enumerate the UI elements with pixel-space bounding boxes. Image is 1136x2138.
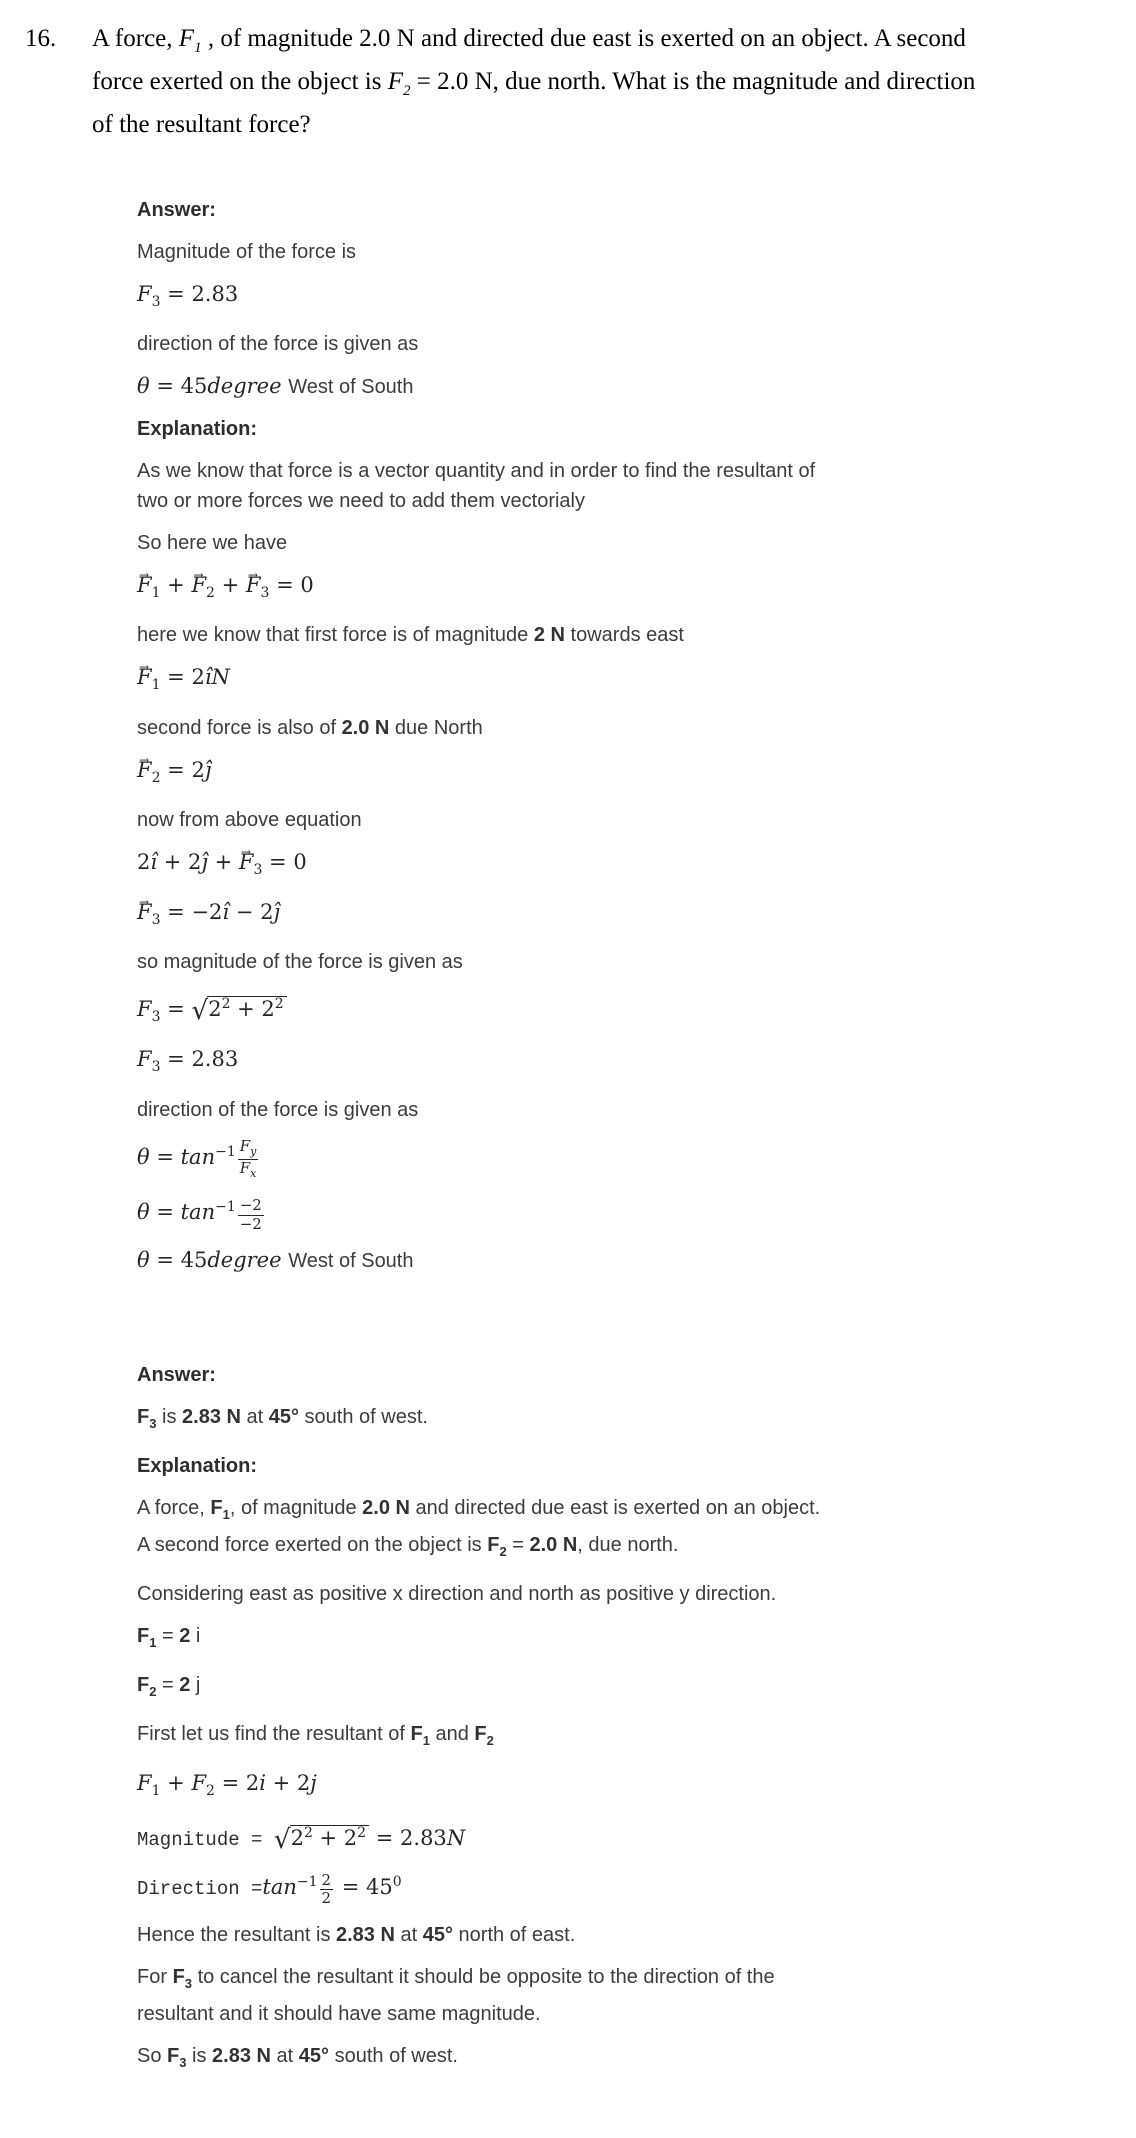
content-block-equation: θ = 45degree West of South [137, 374, 414, 399]
content-block-text: so magnitude of the force is given as [137, 951, 463, 974]
content-block-equation: $F_3 = 2.83$ [137, 282, 239, 311]
content-block-text: direction of the force is given as [137, 1098, 419, 1121]
content-block-equation: $F \to_3$ = −2î − 2ĵ [137, 897, 1108, 935]
content-block-text: second force is also of 2.0 N due North [137, 716, 483, 739]
content-block-heading: Answer: [137, 1363, 216, 1386]
content-block-text: As we know that force is a vector quantity and in order to find the resultant of two or more forces we need to add them vectorialy [137, 460, 816, 513]
content-block-equation: $F \to_1 + F \to_2 + F \to_3 = 0$ [137, 570, 1108, 608]
content-block-heading: Explanation: [137, 418, 258, 441]
content-block-text: $F_3$ is 2.83 N at 45° south of west. [137, 1405, 428, 1431]
content-block-text: So here we have [137, 532, 288, 555]
content-block-equation: Direction $=\tan^{-1}$ $\frac{2}{2}$ = $45^0$ [137, 1871, 402, 1908]
question-row [25, 22, 1108, 141]
content-block-text: A force, $F_1$, of magnitude 2.0 N and directed due east is exerted on an object. A second force exerted on the object is $F_2 = 2.0$ N, due north. [137, 1496, 821, 1559]
content-block-equation: $F_3 = 2.83$ [137, 1047, 239, 1076]
content-block-text: Considering east as positive x direction and north as positive y direction. [137, 1582, 777, 1605]
content-block-equation: $F \to_2$ = 2ĵ [137, 755, 1108, 793]
first-answer-section [137, 195, 1108, 1276]
content-block-text: Hence the resultant is 2.83 N at 45° north of east. [137, 1923, 576, 1946]
content-block-text: now from above equation [137, 808, 362, 831]
content-block-equation: $F_3 = √2^2 + 2^2$ [137, 989, 1108, 1032]
content-block-heading: Explanation: [137, 1454, 258, 1477]
content-block-heading: Answer: [137, 199, 216, 221]
content-block-equation: $\theta = \tan^{-1}$ $\frac{-2}{-2}$ [137, 1196, 262, 1233]
content-block-text: So $F_3$ is 2.83 N at 45° south of west. [137, 2044, 458, 2070]
content-block-equation: $\theta = \tan^{-1}$ $\frac{F_y}{F_x}$ [137, 1137, 257, 1180]
content-block-equation: θ = 45degree West of South [137, 1247, 414, 1272]
question-number: 16. [25, 25, 57, 52]
content-block-text: direction of the force is given as [137, 333, 419, 356]
answer-content [137, 195, 1108, 2078]
content-block-equation: 2î + 2ĵ + $F \to_3 = 0$ [137, 847, 1108, 885]
content-block-text: $F_2 = 2$ j [137, 1673, 201, 1699]
second-answer-section [137, 1360, 1108, 2078]
content-block-text: For $F_3$ to cancel the resultant it should be opposite to the direction of the resultant and it should have same magnitude. [137, 1965, 775, 2025]
question-text: A force, $F_1$ , of magnitude 2.0 N and directed due east is exerted on an object. A second force exerted on the object is $F_2 = 2.0$ N, due north. What is the magnitude and direction of the resultant force? [92, 25, 976, 138]
content-block-text: $F_1 = 2$ i [137, 1624, 201, 1650]
content-block-text: First let us find the resultant of $F_1$ and $F_2$ [137, 1722, 494, 1748]
content-block-equation: Magnitude = $√2^2 + 2^2 = 2.83N$ [137, 1825, 466, 1856]
content-block-equation: $F_1 + F_2 = 2i + 2j$ [137, 1770, 317, 1800]
content-block-text: here we know that first force is of magnitude 2 N towards east [137, 624, 684, 647]
content-block-text: Magnitude of the force is [137, 241, 357, 263]
content-block-equation: $F \to_1$ = 2îN [137, 662, 1108, 700]
